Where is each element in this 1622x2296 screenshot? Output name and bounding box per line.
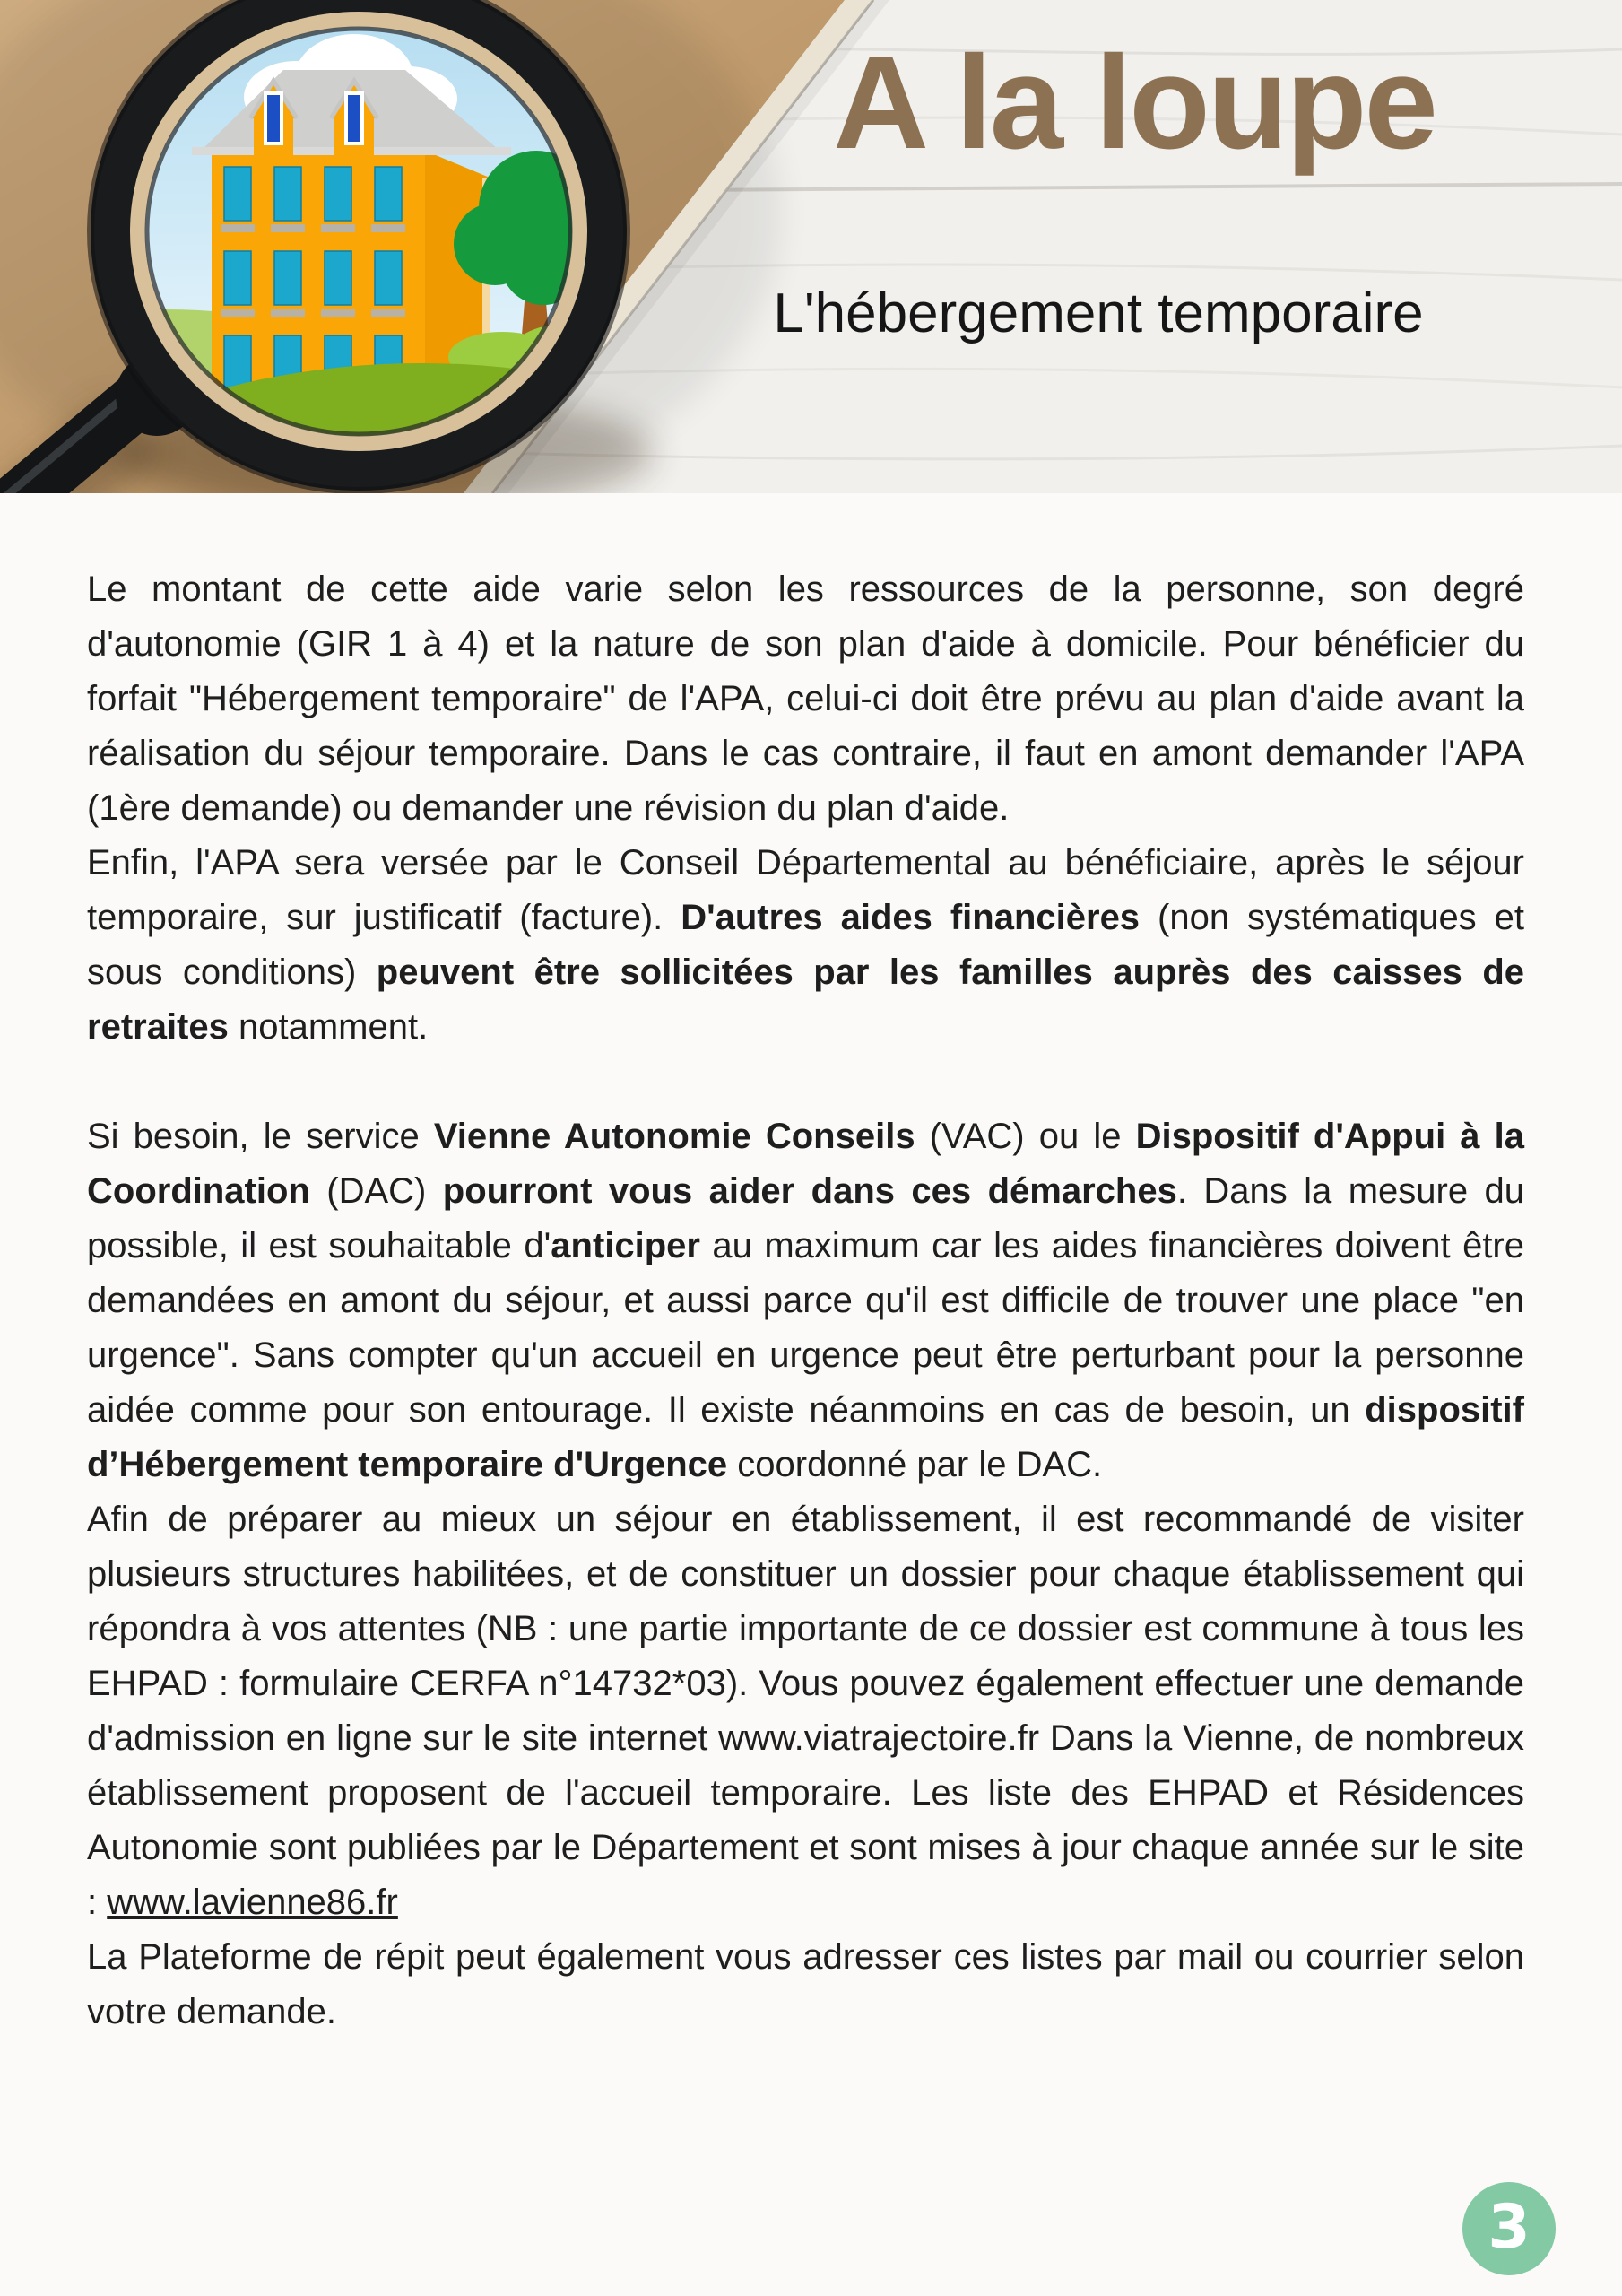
text: (VAC) ou le — [915, 1117, 1136, 1156]
text: coordonné par le DAC. — [727, 1445, 1103, 1484]
paragraph — [87, 1492, 1524, 1930]
link-lavienne86[interactable]: www.lavienne86.fr — [107, 1883, 398, 1922]
text: Afin de préparer au mieux un séjour en établissement, il est recommandé de visiter plusieurs structures habilitées, et de constituer un dossier pour chaque établissement qui répondra à vos attentes (NB : une partie importante de ce dossier est commune à tous les EHPAD : formulaire CERFA n°14732*03). Vous pouvez également effectuer une demande d'admission en ligne sur le site internet www.viatrajectoire.fr Dans la Vienne, de nombreux établissement proposent de l'accueil temporaire. Les liste des EHPAD et Résidences Autonomie sont publiées par le Département et sont mises à jour chaque année sur le site : — [87, 1500, 1524, 1922]
text: notamment. — [228, 1007, 429, 1047]
bold-text: pourront vous aider dans ces démarches — [442, 1171, 1177, 1211]
paragraph — [87, 1109, 1524, 1492]
text: Enfin, l'APA sera versée par le Conseil Départemental au bénéficiaire, après le séjour temporaire, sur justificatif (facture). — [87, 843, 1524, 937]
text: . Dans la mesure du possible, il est souhaitable d' — [87, 1171, 1524, 1265]
text: (DAC) — [309, 1171, 443, 1211]
bold-text: Vienne Autonomie Conseils — [433, 1117, 915, 1156]
text: Le montant de cette aide varie selon les ressources de la personne, son degré d'autonomie (GIR 1 à 4) et la nature de son plan d'aide à domicile. Pour bénéficier du forfait "Hébergement temporaire" de l'APA, celui-ci doit être prévu au plan d'aide avant la réalisation du séjour temporaire. Dans le cas contraire, il faut en amont demander l'APA (1ère demande) ou demander une révision du plan d'aide. — [87, 570, 1524, 828]
page-title: A la loupe — [833, 29, 1436, 177]
bold-text: dispositif d’Hébergement temporaire d'Urgence — [87, 1390, 1524, 1484]
page-number: 3 — [1488, 2191, 1531, 2263]
bold-text: anticiper — [551, 1226, 700, 1265]
text: La Plateforme de répit peut également vous adresser ces listes par mail ou courrier selon votre demande. — [87, 1937, 1524, 2031]
paragraph — [87, 1930, 1524, 2039]
bold-text: peuvent être sollicitées par les familles auprès des caisses de retraites — [87, 952, 1525, 1047]
paragraph — [87, 836, 1524, 1055]
page-subtitle: L'hébergement temporaire — [773, 283, 1424, 344]
header — [0, 0, 1622, 493]
text: Si besoin, le service — [87, 1117, 434, 1156]
bold-text: Dispositif d'Appui à la Coordination — [87, 1117, 1525, 1211]
bold-text: D'autres aides financières — [681, 898, 1141, 937]
text: au maximum car les aides financières doivent être demandées en amont du séjour, et aussi parce qu'il est difficile de trouver une place "en urgence". Sans compter qu'un accueil en urgence peut être perturbant pour la personne aidée comme pour son entourage. Il existe néanmoins en cas de besoin, un — [87, 1226, 1524, 1430]
text: (non systématiques et sous conditions) — [87, 898, 1524, 992]
paragraph — [87, 562, 1524, 836]
page-number-badge — [1462, 2182, 1556, 2275]
body-text — [0, 493, 1622, 2039]
